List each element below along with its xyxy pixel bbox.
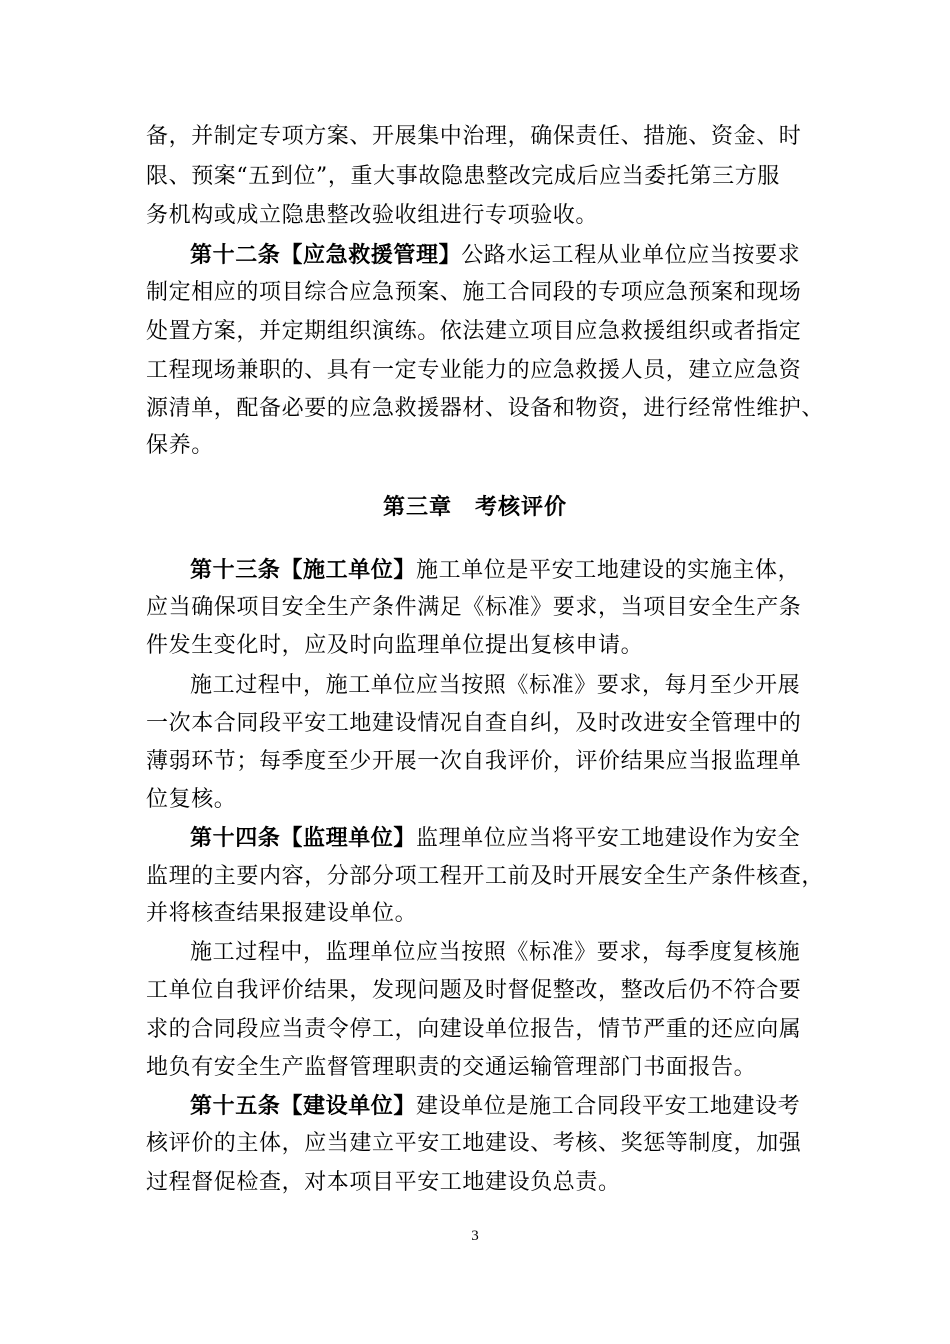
article-text: 监理单位应当将平安工地建设作为安全: [416, 826, 801, 851]
body-text-line: 务机构或成立隐患整改验收组进行专项验收。: [146, 203, 599, 228]
chapter-title: 第三章 考核评价: [382, 494, 567, 520]
body-text-line: 过程督促检查，对本项目平安工地建设负总责。: [146, 1170, 621, 1195]
page-number: 3: [471, 1228, 479, 1244]
body-text-line: 施工过程中，监理单位应当按照《标准》要求，每季度复核施: [190, 940, 801, 965]
body-text-line: 工程现场兼职的、具有一定专业能力的应急救援人员，建立应急资: [146, 358, 802, 383]
article-heading: 第十四条【监理单位】: [190, 825, 417, 851]
body-text-line: 备，并制定专项方案、开展集中治理，确保责任、措施、资金、时: [146, 124, 802, 149]
body-text-line: 件发生变化时，应及时向监理单位提出复核申请。: [146, 633, 644, 658]
body-text-line: 一次本合同段平安工地建设情况自查自纠，及时改进安全管理中的: [146, 711, 802, 736]
body-text-line: 施工过程中，施工单位应当按照《标准》要求，每月至少开展: [190, 673, 801, 698]
body-text-line: 地负有安全生产监督管理职责的交通运输管理部门书面报告。: [146, 1055, 757, 1080]
body-text-line: 监理的主要内容，分部分项工程开工前及时开展安全生产条件核查，: [146, 864, 825, 889]
body-text-line: 限、预案“五到位”，重大事故隐患整改完成后应当委托第三方服: [146, 164, 780, 189]
body-text-line: 位复核。: [146, 787, 237, 812]
body-text-line: 制定相应的项目综合应急预案、施工合同段的专项应急预案和现场: [146, 280, 802, 305]
article-12-first-line: [190, 240, 800, 271]
article-text: 建设单位是施工合同段平安工地建设考: [416, 1094, 801, 1119]
body-text-line: 求的合同段应当责令停工，向建设单位报告，情节严重的还应向属: [146, 1017, 802, 1042]
article-14-first-line: [190, 823, 800, 854]
body-text-line: 核评价的主体，应当建立平安工地建设、考核、奖惩等制度，加强: [146, 1131, 802, 1156]
body-text-line: 工单位自我评价结果，发现问题及时督促整改，整改后仍不符合要: [146, 978, 802, 1003]
body-text-line: 并将核查结果报建设单位。: [146, 901, 418, 926]
body-text-line: 薄弱环节；每季度至少开展一次自我评价，评价结果应当报监理单: [146, 749, 802, 774]
article-heading: 第十三条【施工单位】: [190, 557, 417, 583]
article-15-first-line: [190, 1091, 800, 1122]
article-heading: 第十五条【建设单位】: [190, 1093, 417, 1119]
body-text-line: 源清单，配备必要的应急救援器材、设备和物资，进行经常性维护、: [146, 396, 825, 421]
article-heading: 第十二条【应急救援管理】: [190, 242, 462, 268]
body-text-line: 应当确保项目安全生产条件满足《标准》要求，当项目安全生产条: [146, 595, 802, 620]
body-text-line: 保养。: [146, 433, 214, 458]
article-13-first-line: [190, 555, 800, 586]
body-text-line: 处置方案，并定期组织演练。依法建立项目应急救援组织或者指定: [146, 319, 802, 344]
article-text: 施工单位是平安工地建设的实施主体，: [416, 558, 801, 583]
article-text: 公路水运工程从业单位应当按要求: [461, 243, 801, 268]
